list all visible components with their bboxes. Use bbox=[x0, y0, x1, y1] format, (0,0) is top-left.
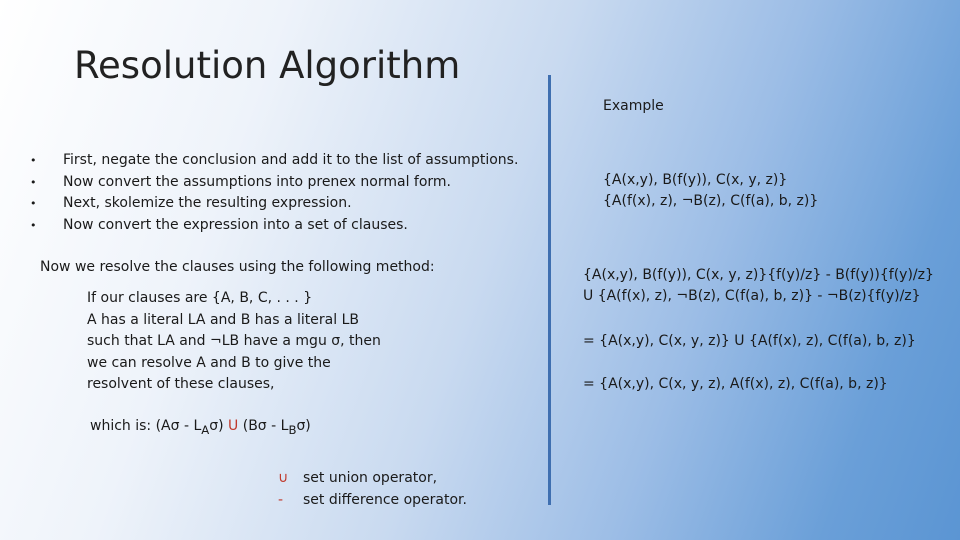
rule-line: resolvent of these clauses, bbox=[87, 376, 275, 392]
subscript-a: A bbox=[201, 422, 210, 437]
vertical-divider bbox=[548, 75, 551, 505]
list-item bbox=[30, 172, 518, 194]
legend-item bbox=[278, 467, 467, 489]
list-item bbox=[30, 150, 518, 172]
steps-list bbox=[30, 150, 518, 236]
example-label: Example bbox=[603, 98, 664, 114]
clause-set: {A(x,y), B(f(y)), C(x, y, z)} bbox=[603, 172, 788, 188]
bullet-icon: • bbox=[30, 197, 37, 210]
list-item bbox=[30, 193, 518, 215]
resolution-step bbox=[583, 265, 934, 307]
union-symbol: U bbox=[228, 418, 239, 434]
legend-text: set difference operator. bbox=[303, 492, 467, 508]
operator-legend bbox=[278, 467, 467, 511]
clause-set: {A(f(x), z), ¬B(z), C(f(a), b, z)} bbox=[603, 193, 819, 209]
legend-text: set union operator, bbox=[303, 470, 438, 486]
resolution-line: U {A(f(x), z), ¬B(z), C(f(a), b, z)} - ¬B(z){f(y)/z} bbox=[583, 288, 921, 304]
formula-suffix: σ) bbox=[296, 418, 311, 434]
result-line-1: = {A(x,y), C(x, y, z)} U {A(f(x), z), C(f(a), b, z)} bbox=[583, 333, 916, 349]
rule-line: we can resolve A and B to give the bbox=[87, 354, 331, 371]
formula-mid: (Bσ - L bbox=[238, 418, 289, 434]
step-text: Next, skolemize the resulting expression. bbox=[63, 195, 352, 211]
legend-item bbox=[278, 489, 467, 511]
rule-line: such that LA and ¬LB have a mgu σ, then bbox=[87, 333, 381, 349]
rule-line: A has a literal LA and B has a literal LB bbox=[87, 311, 359, 328]
bullet-icon: • bbox=[30, 218, 37, 232]
formula-prefix: which is: (Aσ - L bbox=[90, 418, 202, 434]
resolution-line: {A(x,y), B(f(y)), C(x, y, z)}{f(y)/z} - B(f(y)){f(y)/z} bbox=[583, 267, 934, 283]
resolution-rule bbox=[87, 288, 381, 396]
formula-mid: σ) bbox=[209, 418, 229, 434]
step-text: First, negate the conclusion and add it to the list of assumptions. bbox=[63, 152, 519, 168]
minus-icon: - bbox=[278, 492, 284, 508]
resolvent-formula bbox=[90, 418, 311, 437]
list-item bbox=[30, 215, 518, 237]
subscript-b: B bbox=[288, 422, 297, 437]
example-clauses bbox=[603, 170, 818, 212]
bullet-icon: • bbox=[30, 154, 37, 167]
rule-line: If our clauses are {A, B, C, . . . } bbox=[87, 290, 313, 306]
slide-title: Resolution Algorithm bbox=[74, 44, 461, 87]
step-text: Now convert the assumptions into prenex normal form. bbox=[63, 173, 452, 190]
result-line-2: = {A(x,y), C(x, y, z), A(f(x), z), C(f(a), b, z)} bbox=[583, 376, 888, 392]
step-text: Now convert the expression into a set of clauses. bbox=[63, 216, 408, 233]
union-icon: ∪ bbox=[278, 470, 289, 486]
bullet-icon: • bbox=[30, 175, 37, 189]
method-intro: Now we resolve the clauses using the following method: bbox=[40, 259, 435, 275]
